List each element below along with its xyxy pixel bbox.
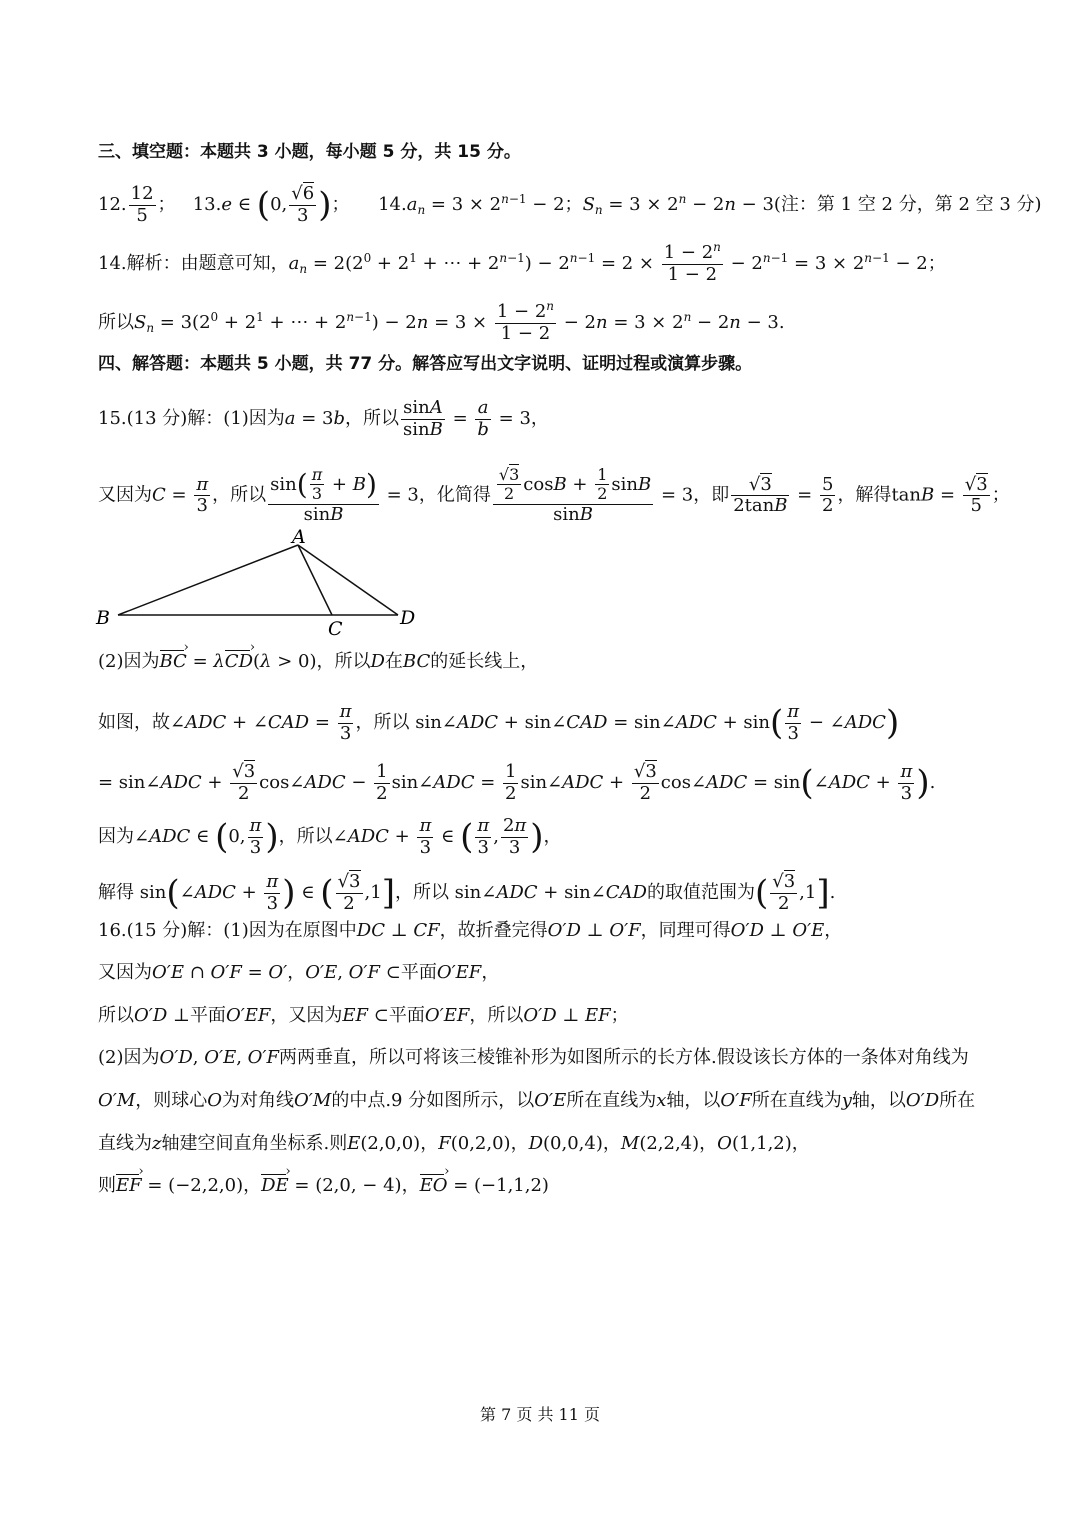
- vertex-label-c: C: [328, 618, 343, 640]
- answers-12-13-14: 12. $\frac{12}{5}$ ； 13.e ∈ (0, $\frac{√6}{3}$ )； $14.a_n = 3 \times 2^{n-1} - 2$；$S_n = 3 \times 2^n - 2n - 3$(注：第 1 空 2 分，第 2 空 3 分): [98, 183, 1042, 226]
- segment-ba: [118, 545, 298, 615]
- vertex-label-d: D: [400, 607, 416, 629]
- q16-part2-line1: (2)因为O′D, O′E, O′F两两垂直，所以可将该三棱锥补形为如图所示的长方体.假设该长方体的一条体对角线为: [98, 1047, 969, 1068]
- q16-line2: 又因为O′E ∩ O′F = O′，O′E, O′F ⊂平面O′EF，: [98, 962, 500, 983]
- q15-part2-line2: 如图，故∠ADC + ∠CAD = $\frac{\pi}{3}$ ，所以 sin∠ADC + sin∠CAD = sin∠ADC + sin( $\frac{\pi}{3}$ − ∠ADC): [98, 701, 900, 744]
- q16-part2-line2: O′M，则球心O为对角线O′M的中点.9 分如图所示，以O′E所在直线为x轴，以O′F所在直线为y轴，以O′D所在: [98, 1090, 976, 1111]
- answer-section-header: 四、解答题：本题共 5 小题，共 77 分。解答应写出文字说明、证明过程或演算步骤。: [98, 354, 753, 374]
- page-footer: 第 7 页 共 11 页: [480, 1405, 600, 1424]
- q15-part2-line1: (2)因为BC › = λCD ›(λ > 0)，所以D在BC的延长线上，: [98, 653, 538, 671]
- q16-part2-line3: 直线为z轴建空间直角坐标系.则E(2,0,0)，F(0,2,0)，D(0,0,4)，M(2,2,4)，O(1,1,2)，: [98, 1133, 810, 1154]
- q15-line1: 15.(13 分)解：(1)因为a = 3b，所以 $\frac{\sin A}{\sin B}$ = $\frac{a}{b}$ = 3，: [98, 397, 549, 440]
- vertex-label-b: B: [96, 607, 110, 629]
- q14-analysis-line2: 所以$S_n = 3(2^0 + 2^1$ + ⋯ + $2^{n-1}) - 2n = 3$ × $\frac{1 - 2^n}{1 - 2}$ − $2n = 3 \times 2^n - 2n - 3$.: [98, 299, 785, 344]
- triangle-figure: [90, 525, 430, 640]
- vertex-label-a: A: [292, 526, 306, 548]
- segment-ac: [298, 545, 332, 615]
- fill-in-section-header: 三、填空题：本题共 3 小题，每小题 5 分，共 15 分。: [98, 142, 521, 162]
- q14-analysis-line1: 14.解析：由题意可知，$a_n = 2(2^0 + 2^1$ + ⋯ + $2^{n-1}) - 2^{n-1} = 2$ × $\frac{1 - 2^n}{1 - 2}$ − $2^{n-1} = 3 \times 2^{n-1} - 2$；: [98, 240, 946, 285]
- q15-part2-line3: = sin∠ADC + $\frac{√3}{2}$ cos∠ADC − $\frac{1}{2}$ sin∠ADC = $\frac{1}{2}$ sin∠ADC + $\frac{√3}{2}$ cos∠ADC = sin(∠ADC + $\frac{\pi}{3}$ ).: [98, 761, 936, 804]
- q16-part2-line4: 则EF › = (−2,2,0)，DE › = (2,0, − 4)，EO › = (−1,1,2): [98, 1177, 549, 1195]
- q16-line1: 16.(15 分)解：(1)因为在原图中DC ⊥ CF，故折叠完得O′D ⊥ O′F，同理可得O′D ⊥ O′E，: [98, 920, 843, 941]
- q15-part2-line5: 解得 sin(∠ADC + $\frac{\pi}{3}$ ) ∈ ( $\frac{√3}{2}$ ,1]，所以 sin∠ADC + sin∠CAD的取值范围为( $\frac{√3}{2}$ ,1].: [98, 871, 836, 914]
- q15-part2-line4: 因为∠ADC ∈ (0, $\frac{\pi}{3}$ )，所以∠ADC + $\frac{\pi}{3}$ ∈ ( $\frac{\pi}{3}$ , $\frac{2\pi}{3}$ )，: [98, 815, 562, 858]
- q16-line3: 所以O′D ⊥平面O′EF，又因为EF ⊂平面O′EF，所以O′D ⊥ EF；: [98, 1005, 629, 1026]
- answer-12-fraction: $\frac{12}{5}$: [130, 183, 154, 226]
- q15-line2: 又因为C = $\frac{\pi}{3}$ ，所以 sin( $\frac{\pi}{3}$ + B) sinB = 3，化简得 $\frac{√3}{2}$ cosB + $\frac{1}{2}$ sinB sinB = 3，即 $\frac{√3}{2\tan B}$ = $\frac{5}{2}$ ，解得tanB = $\frac{√3}{5}$ ；: [98, 465, 1010, 525]
- segment-ad: [298, 545, 398, 615]
